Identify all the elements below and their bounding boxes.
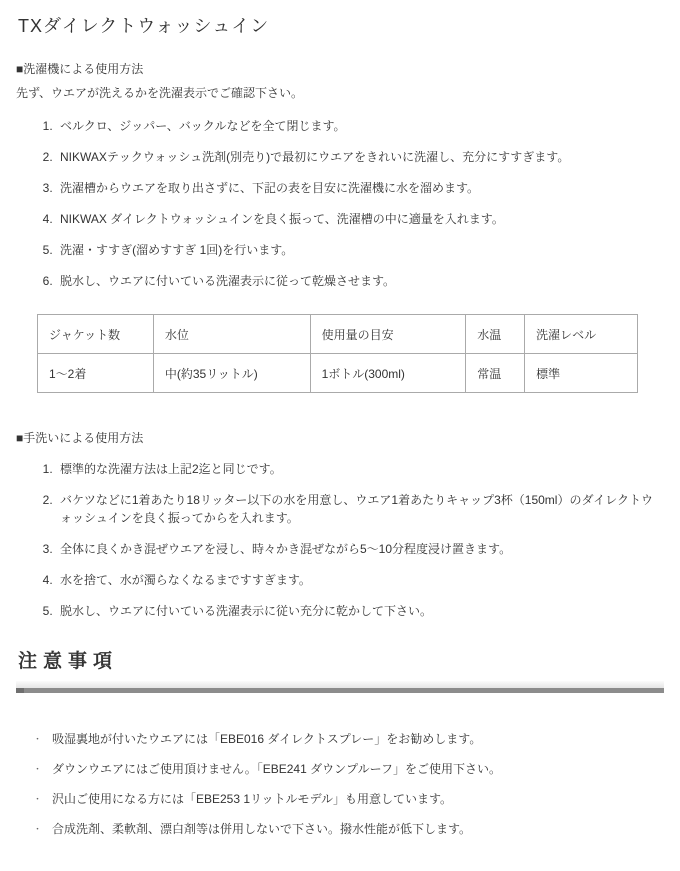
cell-jackets: 1～2着 [38,354,154,393]
cell-water-temp: 常温 [466,354,525,393]
hand-wash-step: 5. 脱水し、ウエアに付いている洗濯表示に従い充分に乾かして下さい。 [56,602,664,620]
note-item [33,791,664,807]
hand-wash-step: 2. バケツなどに1着あたり18リッター以下の水を用意し、ウエア1着あたりキャップ3杯（150ml）のダイレクトウォッシュインを良く振ってからを入れます。 [56,491,664,527]
hand-wash-heading: ■手洗いによる使用方法 [16,431,144,445]
machine-wash-step: 2. NIKWAXテックウォッシュ洗剤(別売り)で最初にウエアをきれいに洗濯し、充分にすすぎます。 [56,148,664,166]
notes-list [16,731,664,837]
table-row [38,354,638,393]
note-text: ダウンウエアにはご使用頂けません。「EBE241 ダウンプルーフ」をご使用下さい。 [52,762,502,776]
machine-wash-step: 4. NIKWAX ダイレクトウォッシュインを良く振って、洗濯槽の中に適量を入れます。 [56,210,664,228]
bullet-icon: ・ [33,824,43,834]
machine-wash-section [16,60,664,290]
header-jackets: ジャケット数 [38,315,154,354]
note-item [33,731,664,747]
machine-wash-step: 3. 洗濯槽からウエアを取り出さずに、下記の表を目安に洗濯機に水を溜めます。 [56,179,664,197]
divider-bar [16,688,664,693]
header-amount: 使用量の目安 [310,315,466,354]
machine-wash-step: 6. 脱水し、ウエアに付いている洗濯表示に従って乾燥させます。 [56,272,664,290]
header-wash-level: 洗濯レベル [525,315,638,354]
note-text: 合成洗剤、柔軟剤、漂白剤等は併用しないで下さい。撥水性能が低下します。 [52,822,472,836]
notes-section [16,646,664,837]
notes-heading: 注意事項 [18,651,119,672]
machine-wash-steps [16,117,664,290]
hand-wash-step: 1. 標準的な洗濯方法は上記2迄と同じです。 [56,460,664,478]
dosage-table [37,314,638,393]
bullet-icon: ・ [33,764,43,774]
cell-amount: 1ボトル(300ml) [310,354,466,393]
machine-wash-step: 1. ベルクロ、ジッパー、バックルなどを全て閉じます。 [56,117,664,135]
header-water-level: 水位 [153,315,310,354]
hand-wash-section [16,429,664,620]
machine-wash-step: 5. 洗濯・すすぎ(溜めすすぎ 1回)を行います。 [56,241,664,259]
note-text: 沢山ご使用になる方には「EBE253 1リットルモデル」も用意しています。 [52,792,453,806]
header-water-temp: 水温 [466,315,525,354]
bullet-icon: ・ [33,794,43,804]
note-text: 吸湿裏地が付いたウエアには「EBE016 ダイレクトスプレー」をお勧めします。 [52,732,482,746]
cell-water-level: 中(約35リットル) [153,354,310,393]
page-title: TXダイレクトウォッシュイン [18,16,270,36]
hand-wash-step: 4. 水を捨て、水が濁らなくなるまですすぎます。 [56,571,664,589]
table-header-row [38,315,638,354]
machine-wash-intro: 先ず、ウエアが洗えるかを洗濯表示でご確認下さい。 [16,86,304,100]
hand-wash-steps [16,460,664,620]
divider-notch [16,688,24,693]
hand-wash-step: 3. 全体に良くかき混ぜウエアを浸し、時々かき混ぜながら5～10分程度浸け置きます。 [56,540,664,558]
bullet-icon: ・ [33,734,43,744]
cell-wash-level: 標準 [525,354,638,393]
note-item [33,761,664,777]
section-divider [16,681,664,693]
machine-wash-heading: ■洗濯機による使用方法 [16,62,144,76]
note-item [33,821,664,837]
